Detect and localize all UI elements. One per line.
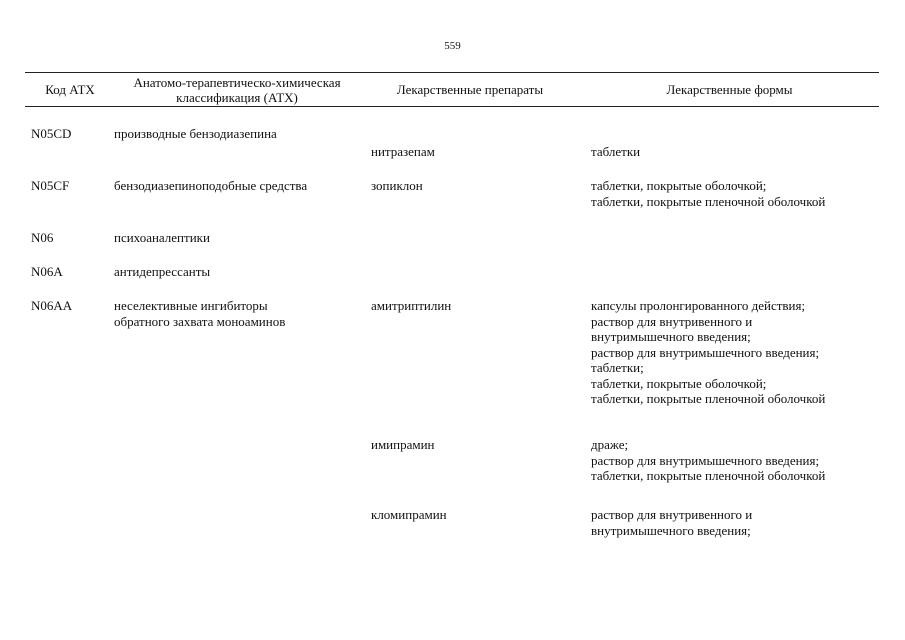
classification-line: бензодиазепиноподобные средства <box>114 178 308 193</box>
page-number: 559 <box>444 40 461 52</box>
form-line: таблетки, покрытые пленочной оболочкой <box>591 391 826 406</box>
row-code: N06A <box>31 264 63 279</box>
form-line: таблетки, покрытые пленочной оболочкой <box>591 468 826 483</box>
header-drugs: Лекарственные препараты <box>396 82 544 97</box>
form-line: таблетки, покрытые оболочкой; <box>591 178 767 193</box>
row-code: N06 <box>31 230 54 245</box>
form-line: внутримышечного введения; <box>591 329 751 344</box>
form-line: капсулы пролонгированного действия; <box>591 298 806 313</box>
row-code: N06AA <box>31 298 73 313</box>
row-code: N05CF <box>31 178 70 193</box>
row-drug: зопиклон <box>371 178 423 193</box>
row-classification <box>114 264 210 280</box>
form-line: таблетки, покрытые оболочкой; <box>591 375 767 391</box>
table-header-rule <box>25 106 879 107</box>
row-forms <box>591 144 640 160</box>
row-code: N05CD <box>31 126 72 141</box>
row-forms <box>591 178 825 209</box>
form-line: таблетки <box>591 144 641 159</box>
classification-line: антидепрессанты <box>114 264 211 279</box>
classification-line: неселективные ингибиторы <box>114 298 268 313</box>
classification-line: производные бензодиазепина <box>114 126 277 141</box>
form-line: драже; <box>591 437 629 452</box>
header-forms: Лекарственные формы <box>666 82 793 97</box>
row-drug: кломипрамин <box>371 507 447 522</box>
header-code: Код АТХ <box>45 82 95 97</box>
row-drug: амитриптилин <box>371 298 452 313</box>
form-line: раствор для внутримышечного введения; <box>591 452 820 468</box>
header-classification: Анатомо-терапевтическо-химическая классификация (АТХ) <box>133 74 341 105</box>
row-forms <box>591 507 752 538</box>
row-classification <box>114 126 277 142</box>
classification-line: психоаналептики <box>114 230 210 245</box>
form-line: внутримышечного введения; <box>591 522 751 538</box>
form-line: раствор для внутривенного и <box>591 313 753 329</box>
form-line: таблетки, покрытые пленочной оболочкой <box>591 193 826 209</box>
row-classification <box>114 298 285 329</box>
row-drug: нитразепам <box>371 144 435 159</box>
form-line: раствор для внутримышечного введения; <box>591 344 820 360</box>
row-classification <box>114 230 210 246</box>
row-forms <box>591 298 825 407</box>
row-classification <box>114 178 307 194</box>
form-line: таблетки; <box>591 360 644 375</box>
form-line: раствор для внутривенного и <box>591 507 753 522</box>
classification-line: обратного захвата моноаминов <box>114 313 286 329</box>
row-forms <box>591 437 825 484</box>
row-drug: имипрамин <box>371 437 435 452</box>
